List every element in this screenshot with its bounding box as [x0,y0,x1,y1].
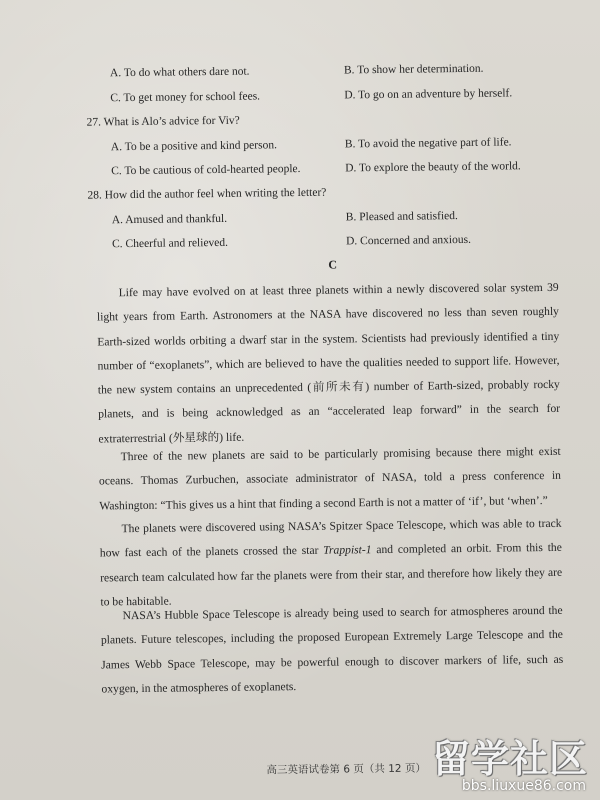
q26-option-c: C. To get money for school fees. [110,90,261,105]
site-watermark [431,726,594,796]
q26-option-b: B. To show her determination. [343,62,484,77]
passage-paragraph-4 [100,599,563,702]
passage-paragraph-2 [99,440,562,519]
q27-option-a: A. To be a positive and kind person. [110,139,277,154]
q27-stem: 27. What is Alo’s advice for Viv? [86,114,240,129]
page-footer: 高三英语试卷第 6 页（共 12 页） [266,762,426,777]
watermark-url: bbs.liuxue86.com [461,778,586,794]
passage-paragraph-1-text: Life may have evolved on at least three planets within a newly discovered solar system 39 light years from Earth. Astronomers at the NASA have discovered no less than seven roughly Earth-sized worlds orbiting a dwarf star in the system. Scientists had previously identified a tiny number of “exoplanets”, which are believed to have the qualities needed to support life. However, the new system contains an unprecedented (前所未有) number of Earth-sized, probably rocky planets, and is being acknowledged as an “accelerated leap forward” in the search for extraterrestrial (外星球的) life. [96,280,561,446]
q27-option-b: B. To avoid the negative part of life. [344,136,512,151]
q28-option-c: C. Cheerful and relieved. [112,236,229,251]
q28-option-d: D. Concerned and anxious. [345,233,472,248]
q27-option-c: C. To be cautious of cold-hearted people. [111,162,301,178]
q27-option-d: D. To explore the beauty of the world. [345,160,521,175]
section-label: C [328,257,338,272]
passage-paragraph-1 [97,276,561,452]
q26-option-d: D. To go on an adventure by herself. [344,87,513,102]
q26-option-a: A. To do what others dare not. [109,65,250,80]
passage-paragraph-3-text-a: The planets were discovered using NASA’s Spitzer Space Telescope, which was able to track how fast each of the planets crossed the star [99,516,562,560]
q28-option-b: B. Pleased and satisfied. [345,210,458,224]
watermark-logo: 留学社区 [431,737,588,781]
q28-option-a: A. Amused and thankful. [111,212,228,227]
q28-stem: 28. How did the author feel when writing the letter? [87,186,327,202]
star-name: Trappist-1 [323,543,372,558]
passage-paragraph-3-text-b: and completed an orbit. From this the research team calculated how far the planets were from their star, and therefore how likely they are to be habitable. [100,541,563,609]
passage-paragraph-2-text: Three of the new planets are said to be particularly promising because there might exist oceans. Thomas Zurbuchen, associate administrator of NASA, told a press conference in Washington: “This gives us a hint that finding a second Earth is not a matter of ‘if’, but ‘when’.” [98,444,562,513]
passage-paragraph-4-text: NASA’s Hubble Space Telescope is already being used to search for atmospheres around the planets. Future telescopes, including the proposed European Extremely Large Telescope and the James Webb Space Telescope, may be powerful enough to discover markers of life, such as oxygen, in the atmospheres of exoplanets. [100,603,564,696]
